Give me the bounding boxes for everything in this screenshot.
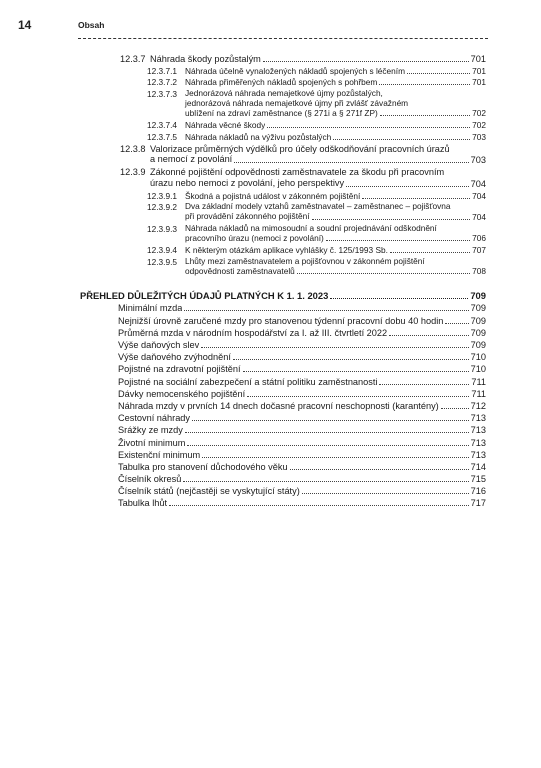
section-number: 12.3.9.3: [147, 223, 177, 234]
section-title-line: Zákonné pojištění odpovědnosti zaměstnavatele za škodu při pracovním: [150, 167, 445, 178]
section-number: 12.3.9.1: [147, 190, 177, 201]
dot-leader: [346, 185, 469, 187]
toc-entry[interactable]: [80, 450, 486, 460]
item-title: Srážky ze mzdy: [118, 425, 183, 436]
page-ref: 704: [472, 211, 486, 222]
item-title: Číselník států (nejčastěji se vyskytující státy): [118, 486, 300, 497]
page-ref: 713: [470, 437, 486, 448]
dot-leader: [362, 197, 470, 199]
item-title: Výše daňového zvýhodnění: [118, 352, 231, 363]
section-title-line: ublížení na zdraví zaměstnance (§ 271i a § 271f ZP): [185, 107, 378, 118]
section-number: 12.3.7: [120, 54, 146, 64]
page-ref: 709: [470, 340, 486, 351]
section-title-line: úrazu nebo nemoci z povolání, jeho perspektivy: [150, 178, 345, 189]
dot-leader: [326, 239, 470, 241]
page-ref: 709: [470, 290, 486, 302]
dot-leader: [390, 251, 470, 253]
dot-leader: [169, 504, 469, 506]
dot-leader: [380, 114, 470, 116]
dot-leader: [233, 358, 469, 360]
section-title: Škodná a pojistná událost v zákonném pojištění: [185, 190, 361, 201]
dot-leader: [243, 370, 469, 372]
page-ref: 713: [470, 425, 486, 436]
toc-entry[interactable]: [80, 498, 486, 508]
page-ref: 701: [472, 65, 486, 76]
major-heading-title: PŘEHLED DŮLEŽITÝCH ÚDAJŮ PLATNÝCH K 1. 1. 2023: [80, 290, 329, 302]
page-ref: 702: [472, 108, 486, 119]
section-title: Náhrada věcné škody: [185, 119, 266, 130]
page-ref: 717: [470, 498, 486, 509]
section-title: Náhrada účelně vynaložených nákladů spojených s léčením: [185, 65, 406, 76]
dot-leader: [333, 138, 470, 140]
dot-leader: [187, 444, 468, 446]
item-title: Výše daňových slev: [118, 340, 200, 351]
toc-entry[interactable]: [80, 303, 486, 313]
page-ref: 713: [470, 449, 486, 460]
page-ref: 703: [470, 155, 486, 166]
section-number: 12.3.7.5: [147, 131, 177, 142]
item-title: Průměrná mzda v národním hospodářství za I. až III. čtvrtletí 2022: [118, 327, 388, 338]
section-title-line: Dva základní modely vztahů zaměstnavatel – zaměstnanec – pojišťovna: [185, 201, 451, 212]
page-ref: 707: [472, 244, 486, 255]
item-title: Cestovní náhrady: [118, 413, 191, 424]
item-title: Tabulka lhůt: [118, 498, 168, 509]
page-ref: 709: [470, 315, 486, 326]
dot-leader: [389, 334, 469, 336]
section-title-line: Valorizace průměrných výdělků pro účely odškodňování pracovních úrazů: [150, 143, 450, 154]
section-number: 12.3.7.1: [147, 65, 177, 76]
dot-leader: [184, 309, 468, 311]
dot-leader: [234, 161, 468, 163]
page-ref: 711: [471, 376, 486, 387]
item-title: Náhrada mzdy v prvních 14 dnech dočasné pracovní neschopnosti (karantény): [118, 400, 439, 411]
dot-leader: [201, 346, 468, 348]
toc-entry[interactable]: [80, 120, 486, 130]
section-number: 12.3.9.4: [147, 244, 177, 255]
item-title: Pojistné na sociální zabezpečení a státní politiku zaměstnanosti: [118, 376, 378, 387]
page-ref: 710: [470, 352, 486, 363]
section-title-line: Náhrada nákladů na mimosoudní a soudní projednávání odškodnění: [185, 222, 437, 233]
toc-entry[interactable]: [80, 167, 486, 189]
dot-leader: [312, 218, 471, 220]
section-title: Náhrada škody pozůstalým: [150, 54, 261, 64]
section-title: Náhrada nákladů na výživu pozůstalých: [185, 131, 332, 142]
dot-leader: [297, 272, 470, 274]
toc-entry[interactable]: [80, 77, 486, 87]
toc-entry[interactable]: [80, 202, 486, 222]
dot-leader: [407, 72, 470, 74]
section-title-line: jednorázová náhrada nemajetkové újmy při zvlášť závažném: [185, 97, 409, 108]
dot-leader: [267, 126, 470, 128]
toc-entry[interactable]: [80, 328, 486, 338]
page-number: 14: [18, 18, 32, 32]
toc-entry[interactable]: [80, 401, 486, 411]
dot-leader: [183, 480, 468, 482]
toc-entry[interactable]: [80, 474, 486, 484]
item-title: Pojistné na zdravotní pojištění: [118, 364, 241, 375]
toc-entry[interactable]: [80, 364, 486, 374]
dot-leader: [192, 419, 469, 421]
dot-leader: [441, 407, 469, 409]
item-title: Minimální mzda: [118, 303, 183, 314]
appendix-items: [80, 303, 486, 508]
toc-entry[interactable]: [80, 316, 486, 326]
section-title: Náhrada přiměřených nákladů spojených s pohřbem: [185, 77, 378, 88]
page-ref: 709: [470, 327, 486, 338]
section-number: 12.3.9.5: [147, 256, 177, 267]
toc-entry[interactable]: [80, 352, 486, 362]
section-number: 12.3.9: [120, 167, 146, 178]
page-ref: 701: [472, 77, 486, 88]
item-title: Nejnižší úrovně zaručené mzdy pro stanovenou týdenní pracovní dobu 40 hodin: [118, 315, 444, 326]
dot-leader: [379, 383, 469, 385]
section-title-line: Lhůty mezi zaměstnavatelem a pojišťovnou v zákonném pojištění: [185, 255, 425, 266]
toc-entry[interactable]: [80, 377, 486, 387]
dot-leader: [330, 297, 468, 299]
section-title-line: odpovědnosti zaměstnavatelů: [185, 265, 295, 276]
section-title-line: pracovního úrazu (nemoci z povolání): [185, 232, 324, 243]
page-ref: 709: [470, 303, 486, 314]
running-title: Obsah: [78, 20, 105, 30]
section-title-line: při provádění zákonného pojištění: [185, 211, 310, 222]
toc-entry[interactable]: [80, 340, 486, 350]
item-title: Číselník okresů: [118, 474, 182, 485]
toc-entry[interactable]: [80, 413, 486, 423]
dot-leader: [379, 83, 470, 85]
dot-leader: [185, 431, 469, 433]
toc-entry[interactable]: [80, 89, 486, 119]
page-ref: 706: [472, 233, 486, 244]
page-ref: 702: [472, 119, 486, 130]
section-title: K některým otázkám aplikace vyhlášky č. 125/1993 Sb.: [185, 244, 388, 255]
page-ref: 714: [470, 461, 486, 472]
item-title: Dávky nemocenského pojištění: [118, 388, 246, 399]
page-ref: 701: [470, 54, 486, 64]
section-number: 12.3.7.3: [147, 88, 177, 99]
toc-entry[interactable]: [80, 191, 486, 201]
section-title-line: a nemocí z povolání: [150, 154, 233, 165]
page-ref: 703: [472, 131, 486, 142]
dot-leader: [445, 322, 468, 324]
page-ref: 704: [472, 190, 486, 201]
header-divider: [78, 38, 488, 39]
page-ref: 715: [470, 474, 486, 485]
dot-leader: [247, 395, 469, 397]
toc-entry[interactable]: [80, 438, 486, 448]
section-number: 12.3.7.2: [147, 77, 177, 88]
toc-entry[interactable]: [80, 462, 486, 472]
section-number: 12.3.8: [120, 143, 146, 154]
dot-leader: [302, 492, 469, 494]
page-ref: 710: [470, 364, 486, 375]
toc-entry[interactable]: [80, 54, 486, 64]
section-number: 12.3.7.4: [147, 119, 177, 130]
toc-entry[interactable]: [80, 144, 486, 166]
table-of-contents: [80, 52, 486, 508]
section-title-line: Jednorázová náhrada nemajetkové újmy pozůstalých,: [185, 87, 383, 98]
page-ref: 711: [471, 388, 486, 399]
page-ref: 712: [470, 400, 486, 411]
dot-leader: [202, 456, 468, 458]
section-number: 12.3.9.2: [147, 202, 177, 213]
toc-major-heading[interactable]: [80, 290, 486, 301]
page-ref: 704: [470, 178, 486, 189]
item-title: Tabulka pro stanovení důchodového věku: [118, 461, 288, 472]
page-ref: 708: [472, 266, 486, 277]
toc-entry[interactable]: [80, 389, 486, 399]
dot-leader: [263, 60, 469, 62]
toc-entry[interactable]: [80, 425, 486, 435]
toc-entry[interactable]: [80, 224, 486, 244]
page-ref: 716: [470, 486, 486, 497]
toc-entry[interactable]: [80, 486, 486, 496]
toc-entry[interactable]: [80, 66, 486, 76]
item-title: Životní minimum: [118, 437, 186, 448]
dot-leader: [290, 468, 469, 470]
item-title: Existenční minimum: [118, 449, 201, 460]
toc-entry[interactable]: [80, 245, 486, 255]
toc-entry[interactable]: [80, 257, 486, 277]
toc-entry[interactable]: [80, 132, 486, 142]
page-ref: 713: [470, 413, 486, 424]
